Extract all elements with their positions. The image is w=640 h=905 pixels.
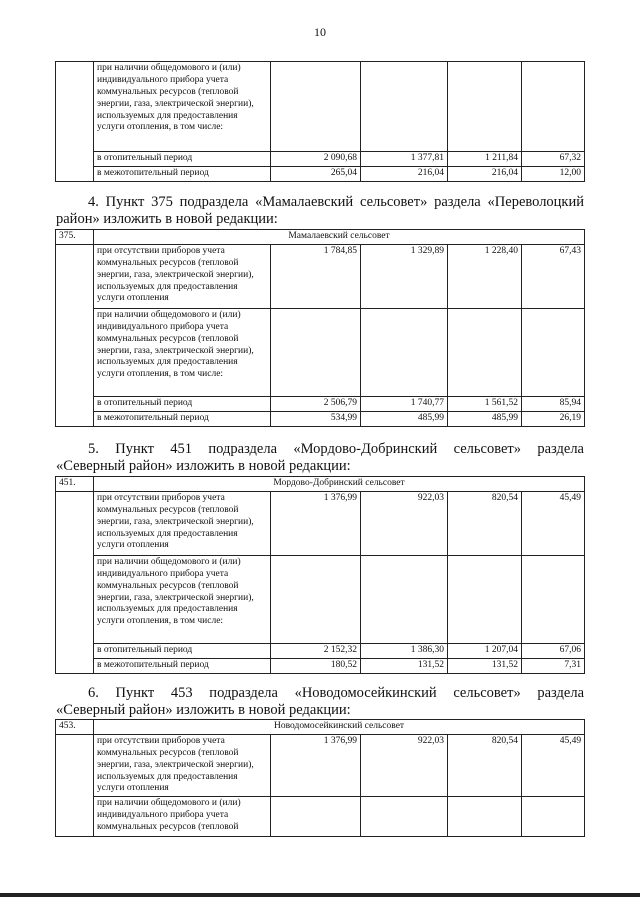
value-cell: 534,99 [271, 411, 361, 426]
table-section-6 [55, 719, 585, 837]
table-row [56, 411, 585, 426]
row-desc: в отопительный период [94, 396, 271, 411]
scan-edge-bar [0, 893, 640, 897]
value-cell [522, 797, 585, 837]
table-row [56, 477, 585, 492]
row-desc: при наличии общедомового и (или) индивидуального прибора учета коммунальных ресурсов (тепловой энергии, газа, электрической энергии), используемых для предоставления услуги отопления, в том числе: [94, 555, 271, 643]
value-cell: 2 506,79 [271, 396, 361, 411]
value-cell [271, 62, 361, 152]
item-cell [56, 734, 94, 836]
value-cell [448, 555, 522, 643]
value-cell: 12,00 [522, 166, 585, 181]
value-cell: 1 207,04 [448, 643, 522, 658]
value-cell [448, 62, 522, 152]
value-cell: 67,06 [522, 643, 585, 658]
table-continuation [55, 61, 585, 182]
value-cell [361, 797, 448, 837]
table-section-4 [55, 229, 585, 427]
value-cell [361, 62, 448, 152]
table-row [56, 62, 585, 152]
value-cell: 85,94 [522, 396, 585, 411]
value-cell: 216,04 [361, 166, 448, 181]
value-cell: 1 228,40 [448, 244, 522, 308]
table-row [56, 555, 585, 643]
table-row [56, 491, 585, 555]
table-row [56, 658, 585, 673]
value-cell: 1 376,99 [271, 491, 361, 555]
row-desc: в межотопительный период [94, 658, 271, 673]
value-cell: 1 386,30 [361, 643, 448, 658]
item-cell [56, 244, 94, 426]
table-section-5 [55, 476, 585, 674]
row-desc: в межотопительный период [94, 411, 271, 426]
value-cell: 265,04 [271, 166, 361, 181]
page-number: 10 [314, 25, 326, 39]
row-desc: при отсутствии приборов учета коммунальных ресурсов (тепловой энергии, газа, электрической энергии), используемых для предоставления услуги отопления [94, 491, 271, 555]
value-cell: 820,54 [448, 491, 522, 555]
subsection-title: Мордово-Добринский сельсовет [94, 477, 585, 492]
value-cell: 1 211,84 [448, 152, 522, 167]
section-heading: 4. Пункт 375 подраздела «Мамалаевский сельсовет» раздела «Переволоцкий район» изложить в новой редакции: [56, 194, 584, 227]
value-cell: 1 740,77 [361, 396, 448, 411]
value-cell [522, 308, 585, 396]
item-cell [56, 62, 94, 182]
value-cell: 180,52 [271, 658, 361, 673]
table-row [56, 308, 585, 396]
row-desc: в отопительный период [94, 643, 271, 658]
value-cell: 922,03 [361, 491, 448, 555]
value-cell: 45,49 [522, 734, 585, 796]
row-desc: при наличии общедомового и (или) индивидуального прибора учета коммунальных ресурсов (тепловой [94, 797, 271, 837]
row-desc: в отопительный период [94, 152, 271, 167]
value-cell: 1 376,99 [271, 734, 361, 796]
value-cell: 216,04 [448, 166, 522, 181]
subsection-title: Мамалаевский сельсовет [94, 230, 585, 245]
value-cell: 922,03 [361, 734, 448, 796]
table-row [56, 230, 585, 245]
section-heading: 6. Пункт 453 подраздела «Новодомосейкинский сельсовет» раздела «Северный район» изложить в новой редакции: [56, 685, 584, 718]
row-desc: при наличии общедомового и (или) индивидуального прибора учета коммунальных ресурсов (тепловой энергии, газа, электрической энергии), используемых для предоставления услуги отопления, в том числе: [94, 62, 271, 152]
value-cell: 131,52 [361, 658, 448, 673]
value-cell: 1 561,52 [448, 396, 522, 411]
section-heading: 5. Пункт 451 подраздела «Мордово-Добринский сельсовет» раздела «Северный район» изложить в новой редакции: [56, 441, 584, 474]
subsection-title: Новодомосейкинский сельсовет [94, 720, 585, 735]
table-row [56, 396, 585, 411]
row-desc: при отсутствии приборов учета коммунальных ресурсов (тепловой энергии, газа, электрической энергии), используемых для предоставления услуги отопления [94, 734, 271, 796]
table-row [56, 720, 585, 735]
value-cell [271, 797, 361, 837]
row-desc: в межотопительный период [94, 166, 271, 181]
item-cell [56, 491, 94, 673]
value-cell: 67,43 [522, 244, 585, 308]
value-cell: 485,99 [361, 411, 448, 426]
table-row [56, 643, 585, 658]
value-cell: 131,52 [448, 658, 522, 673]
value-cell [522, 62, 585, 152]
value-cell: 1 329,89 [361, 244, 448, 308]
value-cell [448, 308, 522, 396]
row-desc: при наличии общедомового и (или) индивидуального прибора учета коммунальных ресурсов (тепловой энергии, газа, электрической энергии), используемых для предоставления услуги отопления, в том числе: [94, 308, 271, 396]
table-row [56, 166, 585, 181]
value-cell [522, 555, 585, 643]
item-number: 451. [56, 477, 94, 492]
table-row [56, 244, 585, 308]
table-row [56, 152, 585, 167]
row-desc: при отсутствии приборов учета коммунальных ресурсов (тепловой энергии, газа, электрической энергии), используемых для предоставления услуги отопления [94, 244, 271, 308]
value-cell: 26,19 [522, 411, 585, 426]
value-cell [361, 308, 448, 396]
value-cell: 485,99 [448, 411, 522, 426]
value-cell [448, 797, 522, 837]
value-cell: 45,49 [522, 491, 585, 555]
item-number: 453. [56, 720, 94, 735]
value-cell: 2 152,32 [271, 643, 361, 658]
value-cell: 67,32 [522, 152, 585, 167]
value-cell [361, 555, 448, 643]
value-cell: 1 784,85 [271, 244, 361, 308]
value-cell [271, 308, 361, 396]
value-cell: 7,31 [522, 658, 585, 673]
table-row [56, 797, 585, 837]
value-cell: 820,54 [448, 734, 522, 796]
table-row [56, 734, 585, 796]
value-cell: 1 377,81 [361, 152, 448, 167]
value-cell [271, 555, 361, 643]
value-cell: 2 090,68 [271, 152, 361, 167]
item-number: 375. [56, 230, 94, 245]
